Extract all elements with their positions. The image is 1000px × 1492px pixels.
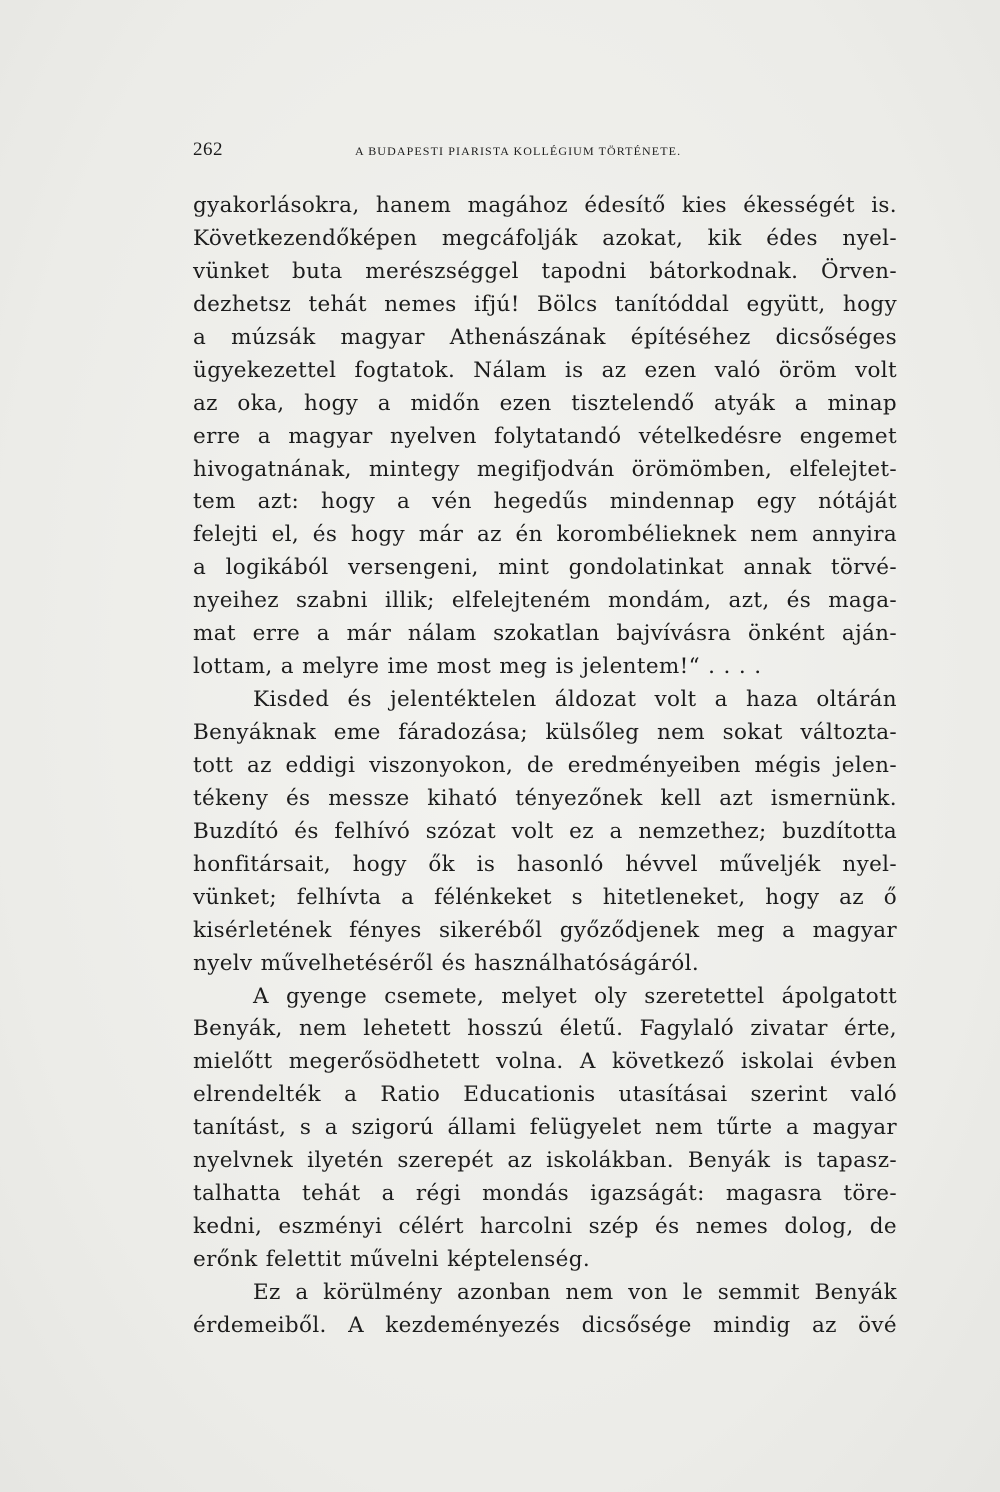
page-number: 262 [193, 139, 223, 160]
paragraph-start-line: Ez a körülmény azonban nem von le semmit Benyák [253, 1279, 897, 1305]
text-line: nyeihez szabni illik; elfelejteném mondám, azt, és maga- [193, 588, 897, 614]
text-line: nyelvnek ilyetén szerepét az iskolákban. Benyák is tapasz- [193, 1148, 897, 1174]
text-line: Benyák, nem lehetett hosszú életű. Fagylaló zivatar érte, [193, 1016, 897, 1042]
paragraph-start-line: Kisded és jelentéktelen áldozat volt a haza oltárán [253, 687, 897, 713]
text-line: vünket buta merészséggel tapodni bátorkodnak. Örven- [193, 258, 897, 284]
text-line: hivogatnának, mintegy megifjodván örömömben, elfelejtet- [193, 456, 897, 482]
text-line: érdemeiből. A kezdeményezés dicsősége mindig az övé [193, 1312, 897, 1338]
text-line: Benyáknak eme fáradozása; külsőleg nem sokat változta- [193, 720, 897, 745]
text-line: mielőtt megerősödhetett volna. A következő iskolai évben [193, 1049, 897, 1075]
text-line: vünket; felhívta a félénkeket s hitetleneket, hogy az ő [193, 884, 897, 910]
text-line: nyelv művelhetéséről és használhatóságáról. [193, 950, 699, 976]
text-line: tem azt: hogy a vén hegedűs mindennap egy nótáját [193, 489, 897, 515]
text-line: gyakorlásokra, hanem magához édesítő kies ékességét is. [193, 193, 897, 218]
text-line: lottam, a melyre ime most meg is jelentem!“ . . . . [193, 654, 762, 680]
text-line: elrendelték a Ratio Educationis utasításai szerint való [193, 1082, 897, 1108]
running-head: A BUDAPESTI PIARISTA KOLLÉGIUM TÖRTÉNETE. [355, 144, 682, 158]
text-line: erre a magyar nyelven folytatandó vételkedésre engemet [193, 423, 897, 449]
text-line: Buzdító és felhívó szózat volt ez a nemzethez; buzdította [193, 818, 897, 844]
body-text [193, 190, 897, 1343]
text-line: kedni, eszményi célért harcolni szép és nemes dolog, de [193, 1214, 897, 1240]
text-line: a múzsák magyar Athenászának építéséhez dicsőséges [193, 324, 897, 350]
text-line: talhatta tehát a régi mondás igazságát: magasra töre- [193, 1181, 897, 1207]
text-line: kisérletének fényes sikeréből győződjenek meg a magyar [193, 917, 897, 943]
text-line: Következendőképen megcáfolják azokat, kik édes nyel- [193, 225, 897, 251]
page-header [193, 139, 900, 169]
text-line: tanítást, s a szigorú állami felügyelet nem tűrte a magyar [193, 1115, 897, 1141]
text-line: dezhetsz tehát nemes ifjú! Bölcs tanítóddal együtt, hogy [193, 291, 897, 317]
text-line: a logikából versengeni, mint gondolatinkat annak törvé- [193, 555, 897, 581]
text-line: ügyekezettel fogtatok. Nálam is az ezen való öröm volt [193, 357, 897, 383]
text-line: erőnk felettit művelni képtelenség. [193, 1247, 591, 1272]
text-line: az oka, hogy a midőn ezen tisztelendő atyák a minap [193, 390, 897, 416]
text-line: tott az eddigi viszonyokon, de eredményeiben mégis jelen- [193, 752, 897, 778]
text-line: mat erre a már nálam szokatlan bajvívásra önként aján- [193, 621, 897, 647]
paragraph-start-line: A gyenge csemete, melyet oly szeretettel ápolgatott [253, 983, 897, 1009]
text-line: tékeny és messze kiható tényezőnek kell azt ismernünk. [193, 785, 897, 811]
text-line: felejti el, és hogy már az én korombélieknek nem annyira [193, 522, 897, 548]
text-line: honfitársait, hogy ők is hasonló hévvel műveljék nyel- [193, 851, 897, 877]
